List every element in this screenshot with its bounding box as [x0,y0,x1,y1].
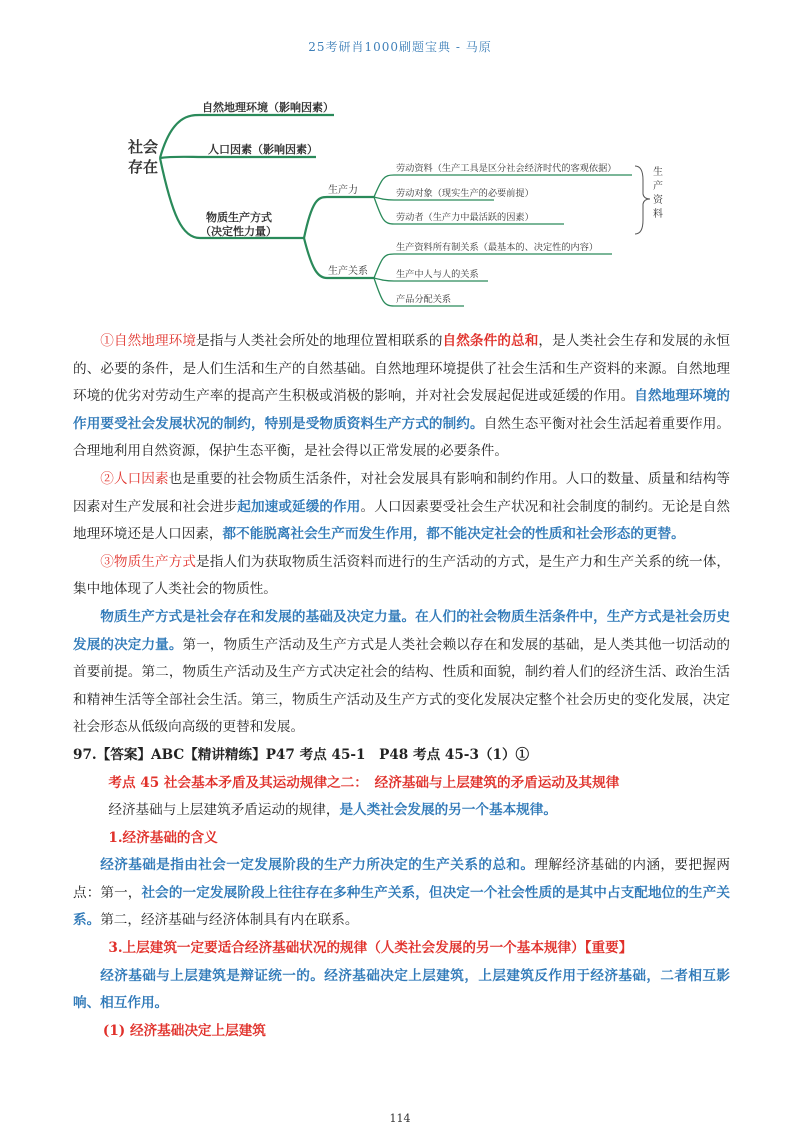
branch-line-2 [160,157,316,158]
mm-prod-item-2: 劳动对象（现实生产的必要前提） [396,188,534,199]
para-production-mode: ③物质生产方式是指人们为获取物质生活资料而进行的生产活动的方式，是生产力和生产关系的统一体，集中地体现了人类社会的物质性。 [73,553,731,598]
kaodian-title: 考点 45 社会基本矛盾及其运动规律之二： 经济基础与上层建筑的矛盾运动及其规律 [108,774,620,791]
question-97-answer: 97.【答案】ABC【精讲精练】P47 考点 45-1 P48 考点 45-3（1）① [73,746,530,763]
body-text [73,328,730,1045]
para-population: ②人口因素也是重要的社会物质生活条件，对社会发展具有影响和制约作用。人口的数量、质量和结构等因素对生产发展和社会进步起加速或延缓的作用。人口因素要受社会生产状况和社会制度的制约。无论是自然地理环境还是人口因素，都不能脱离社会生产而发生作用，都不能决定社会的性质和社会形态的更替。 [73,470,731,543]
mm-means-char-2: 产 [653,181,663,192]
mm-branch-natural: 自然地理环境（影响因素） [202,101,334,114]
mind-map [112,100,712,325]
mm-relations: 生产关系 [328,266,368,277]
para-law-intro: 经济基础与上层建筑矛盾运动的规律，是人类社会发展的另一个基本规律。 [108,802,557,819]
mm-branch-production: 物质生产方式 [206,211,272,224]
page-header: 25考研肖1000刷题宝典 - 马原 [308,40,492,54]
para-production-basis: 物质生产方式是社会存在和发展的基础及决定力量。在人们的社会物质生活条件中，生产方式是社会历史发展的决定力量。第一，物质生产活动及生产方式是人类社会赖以存在和发展的基础，是人类其他一切活动的首要前提。第二，物质生产活动及生产方式决定社会的结构、性质和面貌，制约着人们的经济生活、政治生活和精神生活等全部社会生活。第三，物质生产活动及生产方式的变化发展决定整个社会历史的变化发展，决定社会形态从低级向高级的更替和发展。 [73,608,730,736]
para-natural-environment: ①自然地理环境是指与人类社会所处的地理位置相联系的自然条件的总和，是人类社会生存和发展的永恒的、必要的条件，是人们生活和生产的自然基础。自然地理环境提供了社会生活和生产资料的来源。自然地理环境的优劣对劳动生产率的提高产生积极或消极的影响，并对社会发展起促进或延缓的作用。自然地理环境的作用要受社会发展状况的制约，特别是受物质资料生产方式的制约。自然生态平衡对社会生活起着重要作用。合理地利用自然资源，保护生态平衡，是社会得以正常发展的必要条件。 [73,333,731,460]
mm-productivity: 生产力 [328,185,358,196]
page-number: 114 [389,1112,411,1125]
mm-root-line2: 存在 [128,158,159,176]
mm-means-char-1: 生 [653,167,663,178]
heading-economic-base: 1.经济基础的含义 [108,829,218,846]
mm-means-char-3: 资 [653,195,663,206]
subheading-base-decides: (1) 经济基础决定上层建筑 [102,1022,266,1039]
para-economic-base: 经济基础是指由社会一定发展阶段的生产力所决定的生产关系的总和。理解经济基础的内涵，要把握两点：第一，社会的一定发展阶段上往往存在多种生产关系，但决定一个社会性质的是其中占支配地位的生产关系。第二，经济基础与经济体制具有内在联系。 [73,857,731,929]
mm-root-line1: 社会 [128,138,159,156]
productivity-line [304,197,374,238]
mm-prod-item-1: 劳动资料（生产工具是区分社会经济时代的客观依据） [396,163,617,174]
para-dialectical-unity: 经济基础与上层建筑是辩证统一的。经济基础决定上层建筑，上层建筑反作用于经济基础，二者相互影响、相互作用。 [73,967,730,1012]
mm-means-char-4: 料 [653,209,663,220]
mm-branch-decisive: （决定性力量） [200,225,277,238]
mm-rel-item-2: 生产中人与人的关系 [396,269,479,280]
mm-branch-population: 人口因素（影响因素） [208,143,318,156]
mm-rel-item-1: 生产资料所有制关系（最基本的、决定性的内容） [396,242,599,253]
mm-prod-item-3: 劳动者（生产力中最活跃的因素） [396,212,534,223]
heading-superstructure-law: 3.上层建筑一定要适合经济基础状况的规律（人类社会发展的另一个基本规律）【重要】 [108,940,633,957]
mm-rel-item-3: 产品分配关系 [396,294,452,305]
